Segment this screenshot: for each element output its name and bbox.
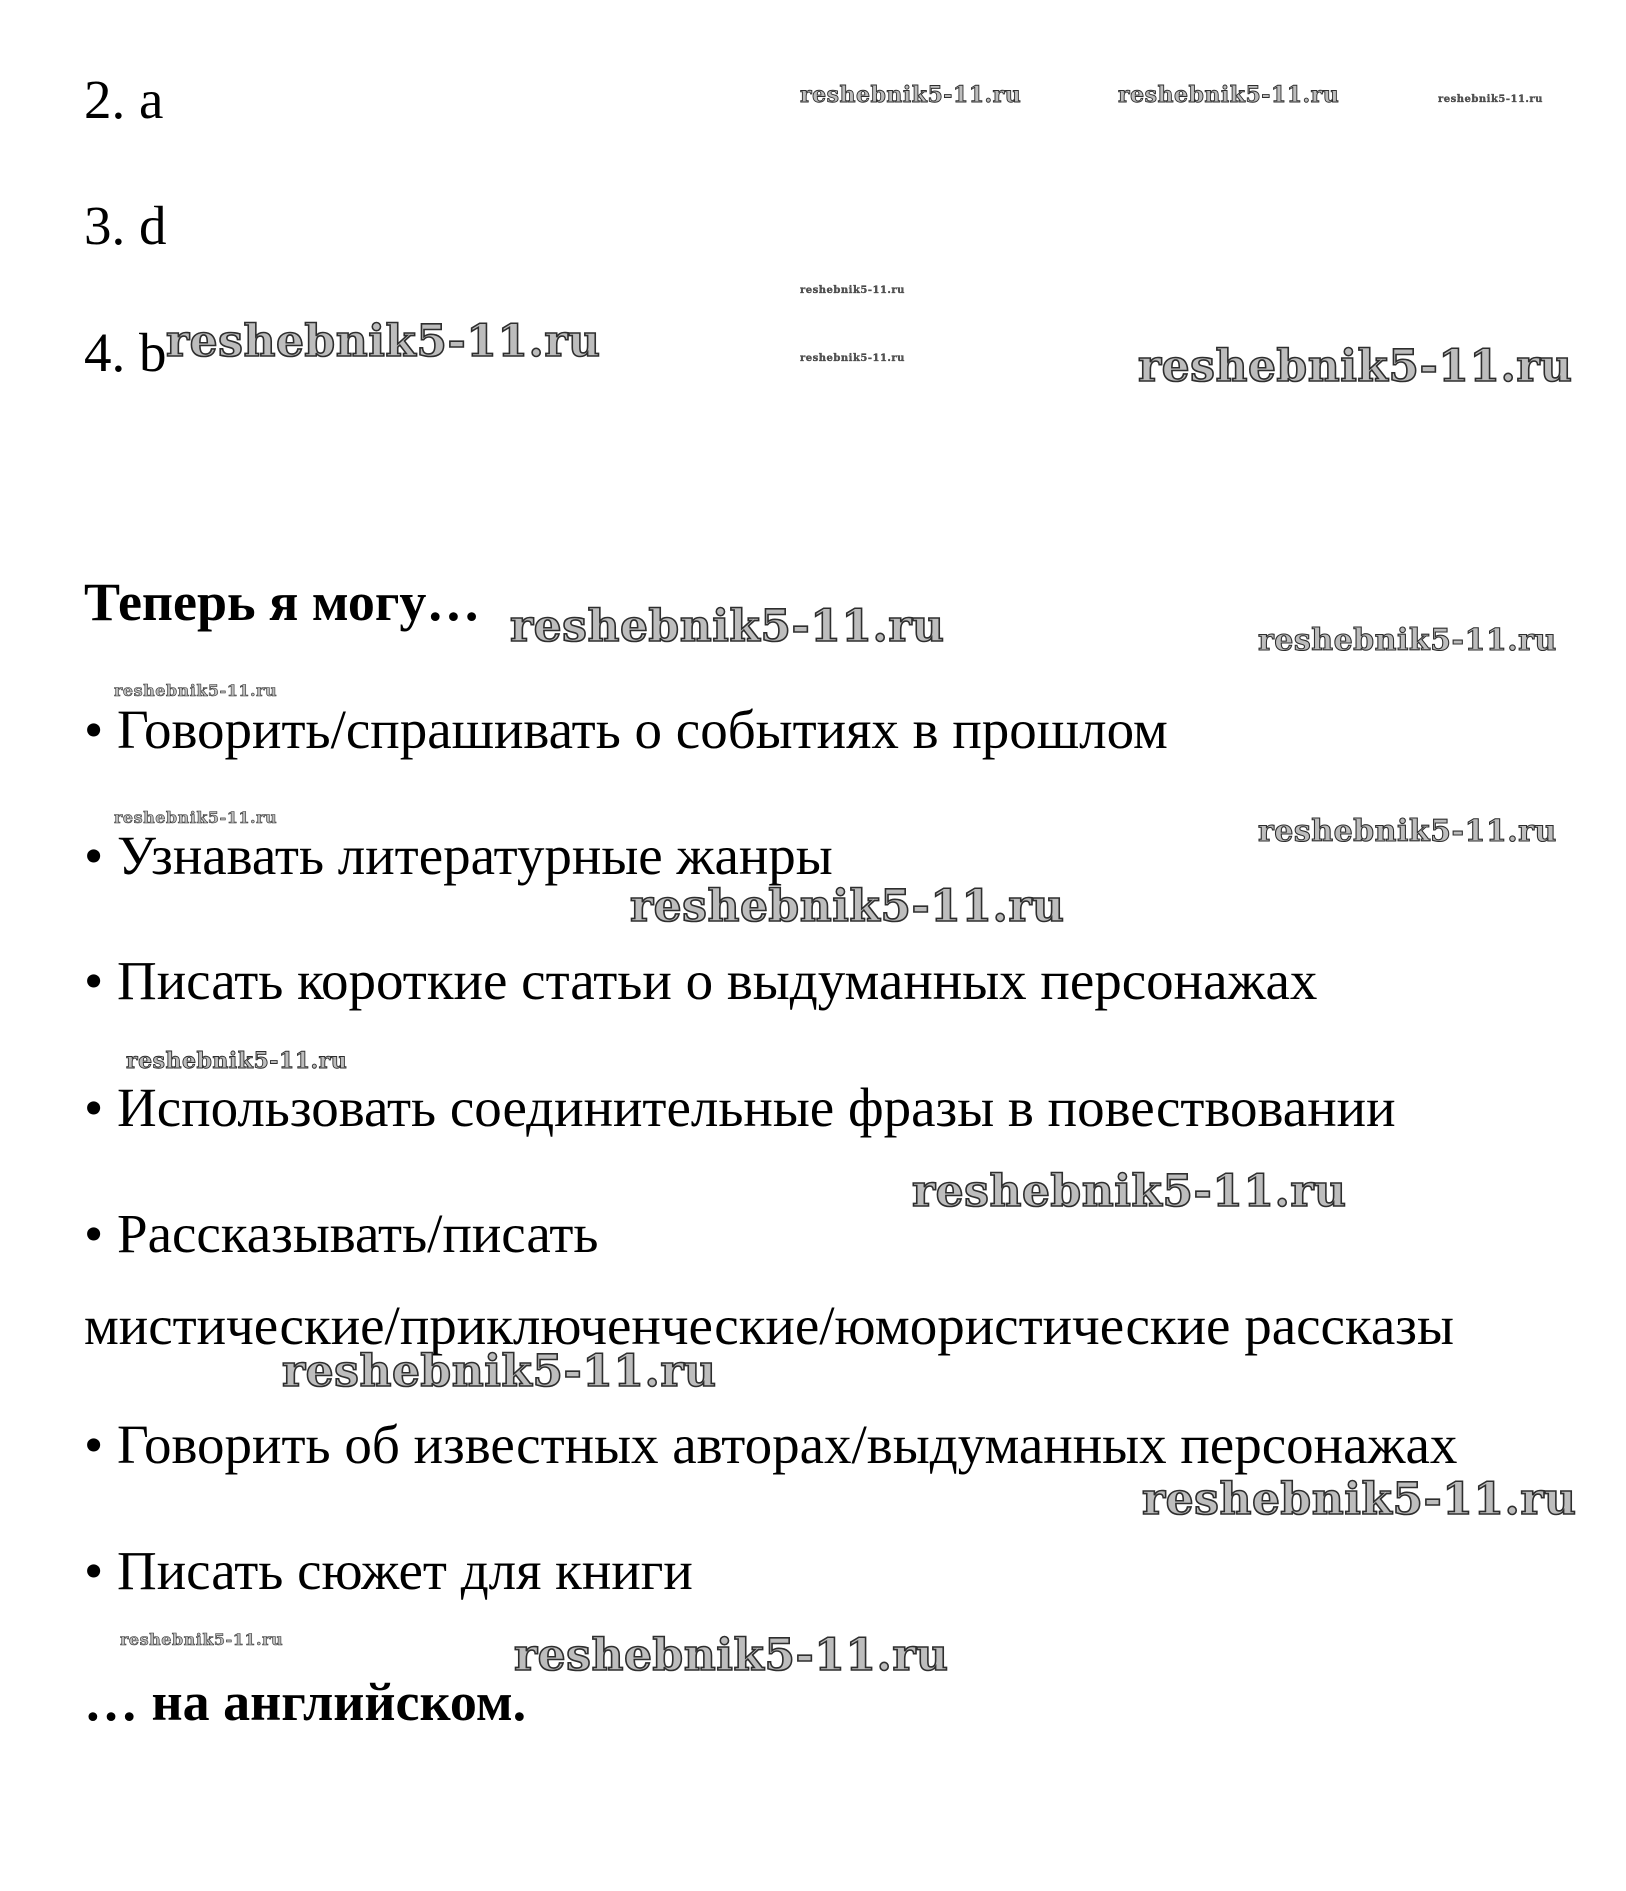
list-item: • Говорить об известных авторах/выдуманных персонажах — [84, 1414, 1458, 1475]
watermark: reshebnik5-11.ru — [912, 1166, 1347, 1217]
watermark: reshebnik5-11.ru — [630, 881, 1065, 932]
watermark: reshebnik5-11.ru — [1142, 1474, 1577, 1525]
watermark: reshebnik5-11.ru — [510, 601, 945, 652]
list-item: • Рассказывать/писать — [84, 1203, 599, 1264]
list-item: • Узнавать литературные жанры — [84, 825, 833, 886]
list-item: • Писать сюжет для книги — [84, 1540, 693, 1601]
footer-text: … на английском. — [84, 1672, 527, 1732]
watermark: reshebnik5-11.ru — [126, 1048, 348, 1074]
watermark: reshebnik5-11.ru — [1118, 82, 1340, 108]
watermark: reshebnik5-11.ru — [166, 316, 601, 367]
answer-line: 2. a — [84, 69, 164, 130]
watermark: reshebnik5-11.ru — [1258, 623, 1557, 658]
watermark: reshebnik5-11.ru — [114, 681, 278, 700]
watermark: reshebnik5-11.ru — [282, 1346, 717, 1397]
list-item: • Говорить/спрашивать о событиях в прошлом — [84, 699, 1168, 760]
watermark: reshebnik5-11.ru — [800, 353, 905, 364]
watermark: reshebnik5-11.ru — [800, 82, 1022, 108]
watermark: reshebnik5-11.ru — [1438, 94, 1543, 105]
watermark: reshebnik5-11.ru — [114, 808, 278, 827]
list-item: • Писать короткие статьи о выдуманных персонажах — [84, 950, 1318, 1011]
section-heading: Теперь я могу… — [84, 572, 481, 632]
watermark: reshebnik5-11.ru — [800, 285, 905, 296]
watermark: reshebnik5-11.ru — [1138, 341, 1573, 392]
watermark: reshebnik5-11.ru — [1258, 814, 1557, 849]
list-item: • Использовать соединительные фразы в повествовании — [84, 1077, 1396, 1138]
answer-line: 3. d — [84, 195, 167, 256]
watermark: reshebnik5-11.ru — [120, 1630, 284, 1649]
list-item-continuation: мистические/приключенческие/юмористические рассказы — [84, 1295, 1454, 1356]
answer-line: 4. b — [84, 322, 167, 383]
watermark: reshebnik5-11.ru — [514, 1630, 949, 1681]
